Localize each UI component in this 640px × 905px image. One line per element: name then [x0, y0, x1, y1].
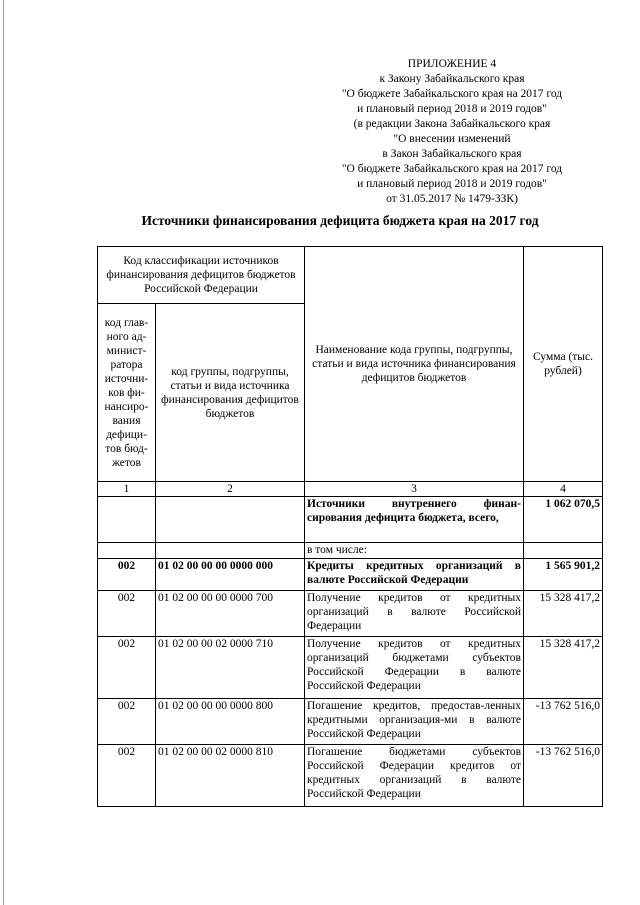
sum-cell [524, 543, 603, 559]
admin-code-cell: 002 [98, 559, 156, 591]
admin-header-cell: код глав-ного ад-минист-ратора источни-ков фи-нансиро-вания дефици-тов бюд-жетов [98, 304, 156, 482]
admin-code-cell: 002 [98, 699, 156, 745]
header-line: в Закон Забайкальского края [382, 148, 522, 160]
table-row [98, 497, 603, 543]
table-header-row [98, 247, 603, 304]
column-number: 3 [305, 482, 524, 497]
source-name-cell: Источники внутреннего финан-сирования дефицита бюджета, всего, [305, 497, 524, 543]
table-row [98, 745, 603, 807]
source-name-cell: Погашение бюджетами субъектов Российской Федерации кредитов от кредитных организаций в валюте Российской Федерации [305, 745, 524, 807]
header-line: к Закону Забайкальского края [379, 73, 525, 85]
table-row [98, 559, 603, 591]
appendix-header [292, 57, 612, 207]
sum-cell: -13 762 516,0 [524, 745, 603, 807]
header-line: "О бюджете Забайкальского края на 2017 год [341, 163, 563, 175]
source-name-cell: в том числе: [305, 543, 524, 559]
page-edge-line [3, 0, 4, 905]
sum-cell: 15 328 417,2 [524, 637, 603, 699]
classification-code-cell: 01 02 00 00 02 0000 810 [156, 745, 305, 807]
classification-code-cell [156, 497, 305, 543]
table-row [98, 543, 603, 559]
classification-code-cell: 01 02 00 00 00 0000 000 [156, 559, 305, 591]
sum-cell: 15 328 417,2 [524, 591, 603, 637]
header-line: от 31.05.2017 № 1479-ЗЗК) [386, 193, 518, 205]
column-number: 4 [524, 482, 603, 497]
classification-code-cell: 01 02 00 00 00 0000 800 [156, 699, 305, 745]
table-row [98, 699, 603, 745]
table-row [98, 591, 603, 637]
sum-header-cell: Сумма (тыс. рублей) [524, 247, 603, 482]
column-number: 1 [98, 482, 156, 497]
header-line: ПРИЛОЖЕНИЕ 4 [407, 58, 497, 70]
name-header-cell: Наименование кода группы, подгруппы, статьи и вида источника финансирования дефицитов бюджетов [305, 247, 524, 482]
admin-code-cell [98, 543, 156, 559]
group-header-cell: Код классификации источников финансирования дефицитов бюджетов Российской Федерации [98, 247, 305, 304]
header-line: "О бюджете Забайкальского края на 2017 год [341, 88, 563, 100]
header-line: "О внесении изменений [393, 133, 511, 145]
document-title: Источники финансирования дефицита бюджета края на 2017 год [141, 213, 539, 228]
classification-code-cell: 01 02 00 00 02 0000 710 [156, 637, 305, 699]
admin-code-cell: 002 [98, 591, 156, 637]
sum-cell: 1 062 070,5 [524, 497, 603, 543]
admin-code-cell [98, 497, 156, 543]
code-header-cell: код группы, подгруппы, статьи и вида источника финансирования дефицитов бюджетов [156, 304, 305, 482]
source-name-cell: Получение кредитов от кредитных организаций в валюте Российской Федерации [305, 591, 524, 637]
table-row [98, 637, 603, 699]
sum-cell: 1 565 901,2 [524, 559, 603, 591]
classification-code-cell [156, 543, 305, 559]
header-line: и плановый период 2018 и 2019 годов" [357, 103, 547, 115]
admin-code-cell: 002 [98, 745, 156, 807]
sum-cell: -13 762 516,0 [524, 699, 603, 745]
source-name-cell: Кредиты кредитных организаций в валюте Российской Федерации [305, 559, 524, 591]
source-name-cell: Получение кредитов от кредитных организаций бюджетами субъектов Российской Федерации в валюте Российской Федерации [305, 637, 524, 699]
column-number-row [98, 482, 603, 497]
column-number: 2 [156, 482, 305, 497]
classification-code-cell: 01 02 00 00 00 0000 700 [156, 591, 305, 637]
financing-sources-table [97, 246, 603, 807]
source-name-cell: Погашение кредитов, предостав-ленных кредитными организация-ми в валюте Российской Федерации [305, 699, 524, 745]
header-line: и плановый период 2018 и 2019 годов" [357, 178, 547, 190]
header-line: (в редакции Закона Забайкальского края [353, 118, 551, 130]
admin-code-cell: 002 [98, 637, 156, 699]
